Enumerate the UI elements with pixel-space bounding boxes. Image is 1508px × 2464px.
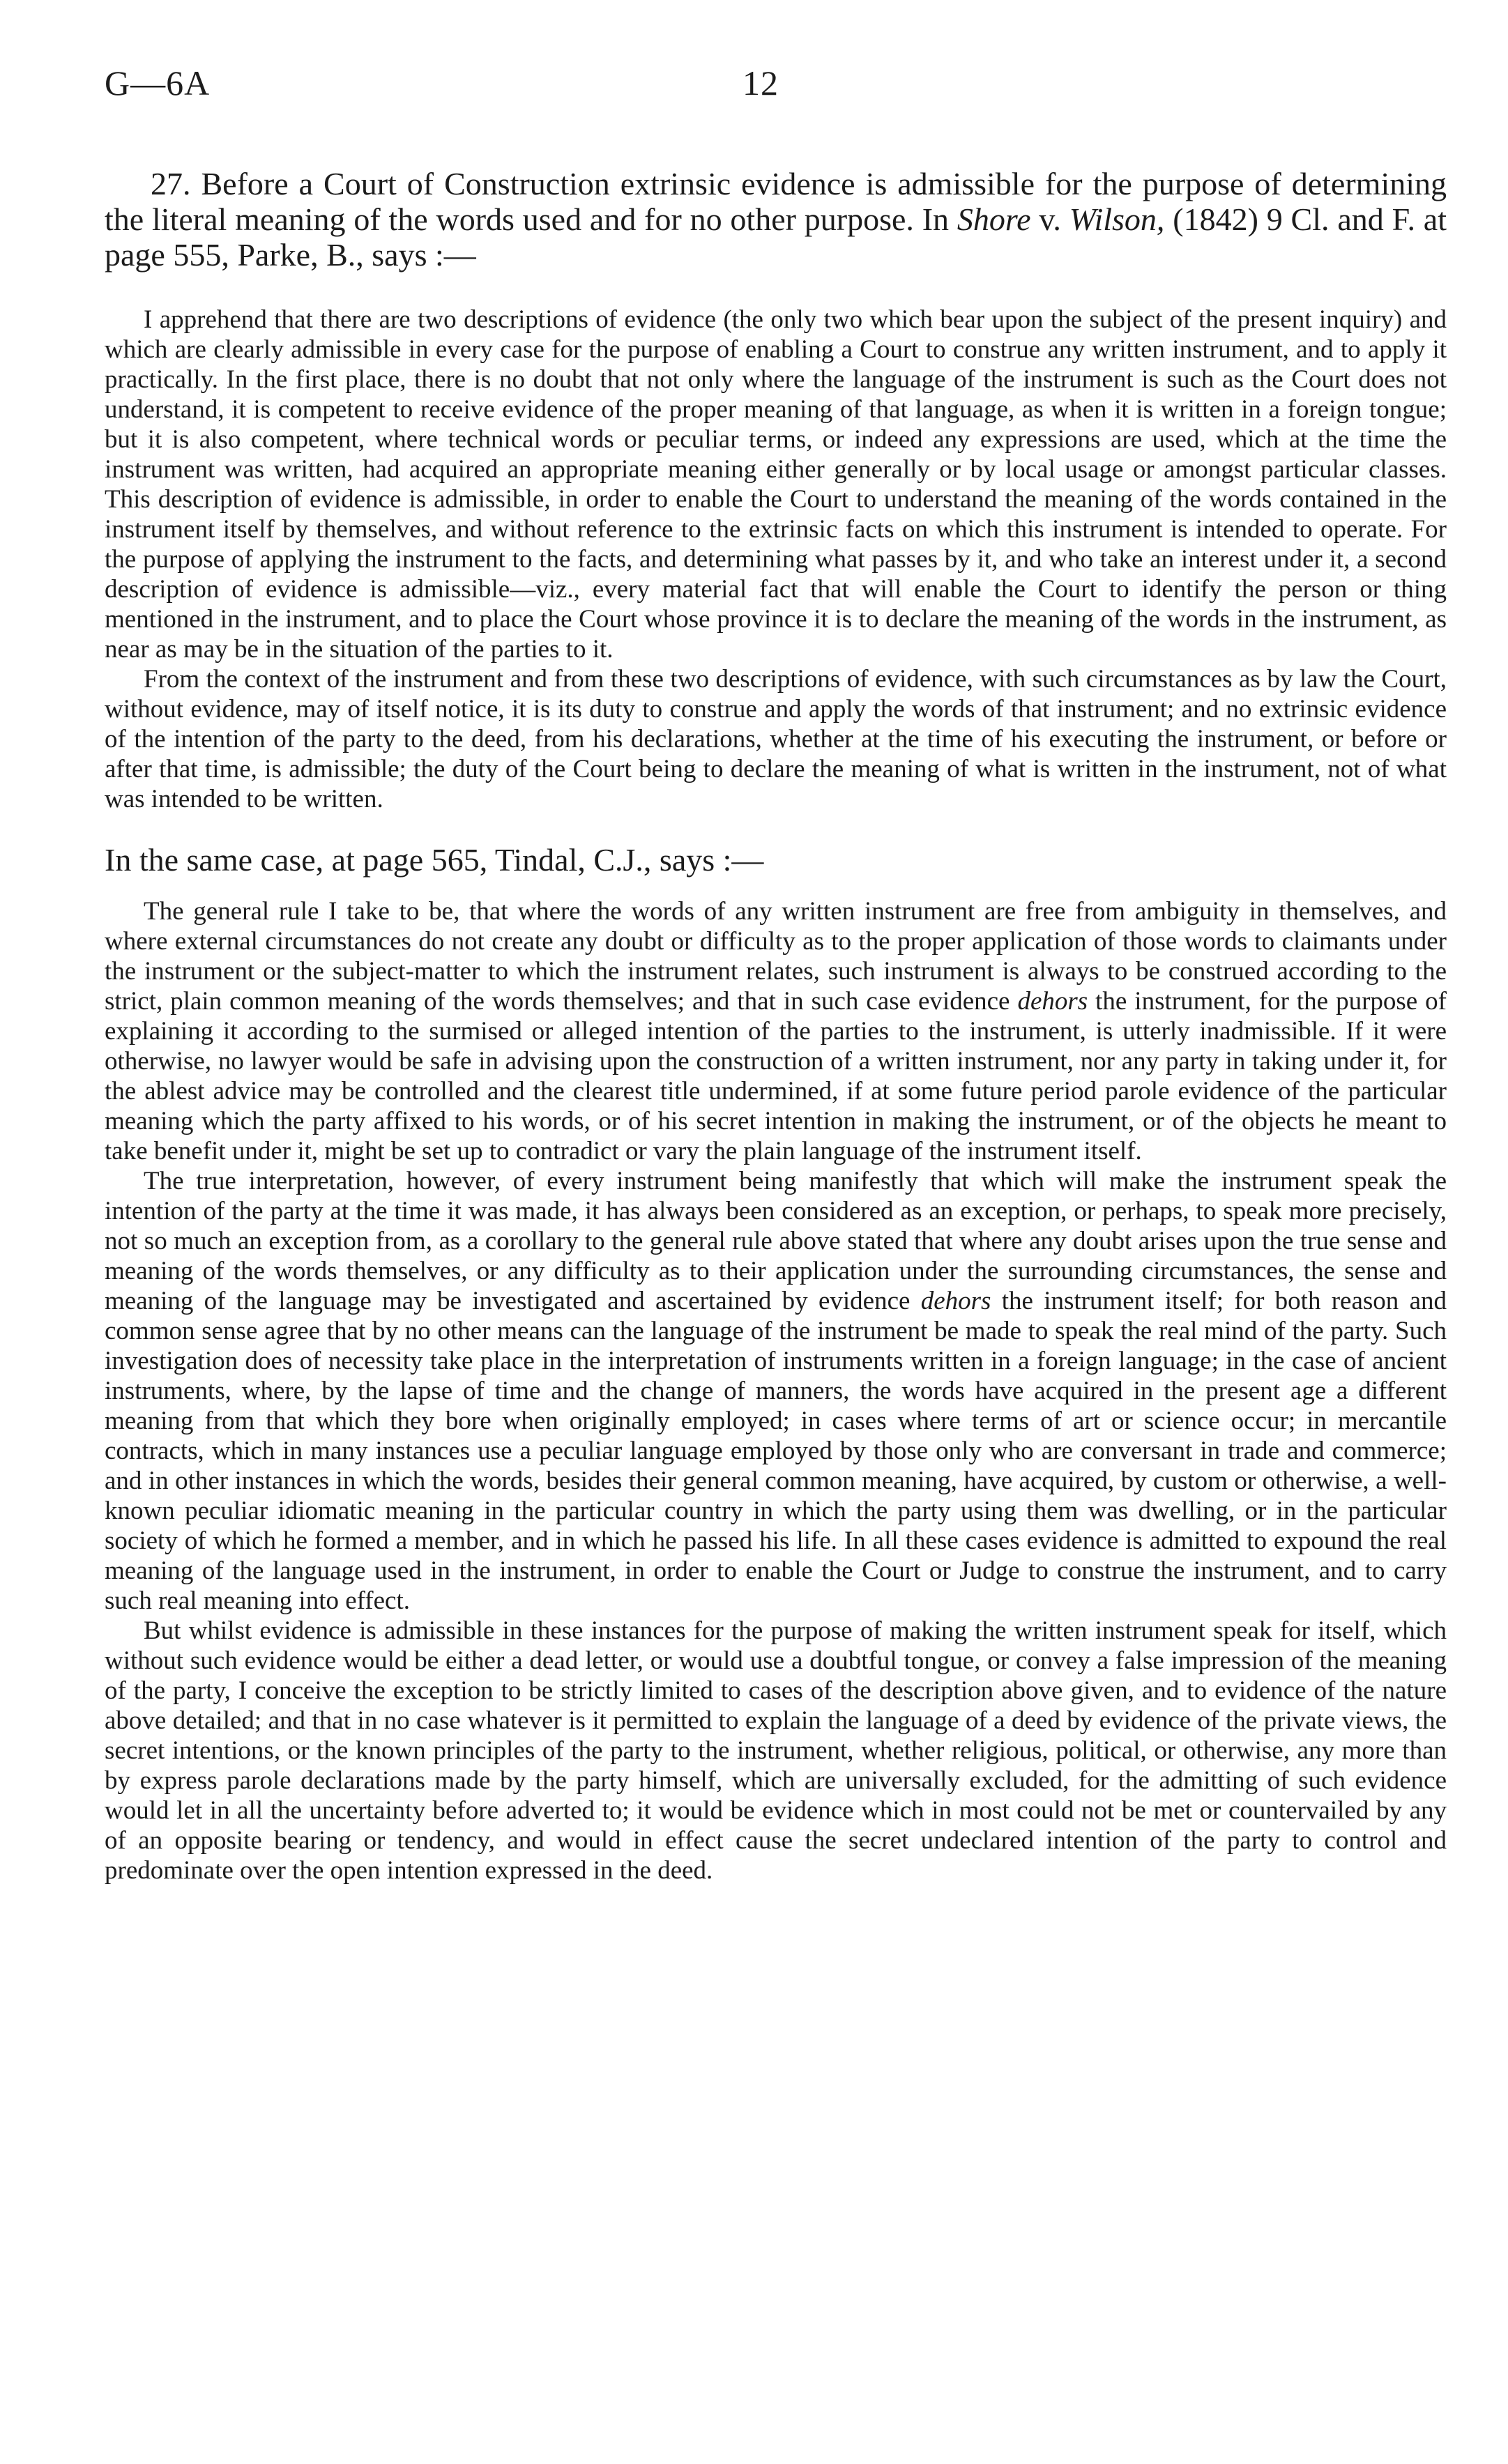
quote-parke-paragraph-1: I apprehend that there are two descriptions of evidence (the only two which bear upon the subject of the present inquiry) and which are clearly admissible in every case for the purpose of enabling a Court to construe any written instrument, and to apply it practically. In the first place, there is no doubt that not only where the language of the instrument is such as the Court does not understand, it is competent to receive evidence of the proper meaning of that language, as when it is written in a foreign tongue; but it is also competent, where technical words or peculiar terms, or indeed any expressions are used, which at the time the instrument was written, had acquired an appropriate meaning either generally or by local usage or amongst particular classes. This description of evidence is admissible, in order to enable the Court to understand the meaning of the words contained in the instrument itself by themselves, and without reference to the extrinsic facts on which this instrument is intended to operate. For the purpose of applying the instrument to the facts, and determining what passes by it, and who take an interest under it, a second description of evidence is admissible—viz., every material fact that will enable the Court to identify the person or thing mentioned in the instrument, and to place the Court whose province it is to declare the meaning of the words in the instrument, as near as may be in the situation of the parties to it.	[105, 305, 1447, 664]
case-versus: v.	[1030, 201, 1069, 237]
quote-tindal-p2-text-a: The true interpretation, however, of every instrument being manifestly that which will make the instrument speak the intention of the party at the time it was made, it has always been considered as an exception, or perhaps, to speak more precisely, not so much an exception from, as a corollary to the general rule above stated that where any doubt arises upon the true sense and meaning of the words themselves, or any difficulty as to their application under the surrounding circumstances, the sense and meaning of the language may be investigated and ascertained by evidence	[105, 1167, 1447, 1315]
paragraph-27	[105, 166, 1447, 273]
quote-tindal-paragraph-3: But whilst evidence is admissible in these instances for the purpose of making the written instrument speak for itself, which without such evidence would be either a dead letter, or would use a doubtful tongue, or convey a false impression of the meaning of the party, I conceive the exception to be strictly limited to cases of the description above given, and to evidence of the nature above detailed; and that in no case whatever is it permitted to explain the language of a deed by evidence of the private views, the secret intentions, or the known principles of the party to the instrument, whether religious, political, or otherwise, any more than by express parole declarations made by the party himself, which are universally excluded, for the admitting of such evidence would let in all the uncertainty before adverted to; it would be evidence which in most could not be met or countervailed by any of an opposite bearing or tendency, and would in effect cause the secret undeclared intention of the party to control and predominate over the open intention expressed in the deed.	[105, 1616, 1447, 1885]
paragraph-27-start: 27. Before a Court of Construction extrinsic evidence is admissible for the purpose of determining the literal meaning of the words used and for no other purpose. In	[105, 166, 1447, 237]
case-name-wilson: Wilson,	[1069, 201, 1165, 237]
quote-tindal-paragraph-2	[105, 1166, 1447, 1616]
quote-tindal-p1-text-b: the instrument, for the purpose of explaining it according to the surmised or alleged intention of the parties to the instrument, is utterly inadmissible. If it were otherwise, no lawyer would be safe in advising upon the construction of a written instrument, nor any party in taking under it, for the ablest advice may be controlled and the clearest title undermined, if at some future period parole evidence of the particular meaning which the party affixed to his words, or of his secret intention in making the instrument, or of the objects he meant to take benefit under it, might be set up to contradict or vary the plain language of the instrument itself.	[105, 987, 1447, 1165]
document-page	[105, 63, 1447, 1885]
page-number: 12	[742, 63, 779, 102]
italic-dehors: dehors	[920, 1287, 991, 1315]
quote-tindal-paragraph-1	[105, 896, 1447, 1166]
running-head	[105, 63, 1447, 112]
intro-tindal: In the same case, at page 565, Tindal, C.J., says :—	[105, 842, 764, 878]
case-name-shore: Shore	[957, 201, 1031, 237]
quote-parke-paragraph-2: From the context of the instrument and from these two descriptions of evidence, with such circumstances as by law the Court, without evidence, may of itself notice, it is its duty to construe and apply the words of that instrument; and no extrinsic evidence of the intention of the party to the deed, from his declarations, whether at the time of his executing the instrument, or before or after that time, is admissible; the duty of the Court being to declare the meaning of what is written in the instrument, not of what was intended to be written.	[105, 665, 1447, 813]
quote-parke	[105, 305, 1447, 814]
paragraph-27-end: (1842) 9 Cl. and F. at page 555, Parke, B., says :—	[105, 201, 1447, 273]
document-reference: G—6A	[105, 63, 211, 102]
quote-tindal-p1-text-a: The general rule I take to be, that where the words of any written instrument are free from ambiguity in themselves, and where external circumstances do not create any doubt or difficulty as to the proper application of those words to claimants under the instrument or the subject-matter to which the instrument relates, such instrument is always to be construed according to the strict, plain common meaning of the words themselves; and that in such case evidence	[105, 897, 1447, 1016]
quote-tindal	[105, 896, 1447, 1885]
italic-dehors: dehors	[1017, 987, 1088, 1016]
quote-tindal-p2-text-b: the instrument itself; for both reason and common sense agree that by no other means can the language of the instrument be made to speak the real mind of the party. Such investigation does of necessity take place in the interpretation of instruments written in a foreign language; in the case of ancient instruments, where, by the lapse of time and the change of manners, the words have acquired in the present age a different meaning from that which they bore when originally employed; in cases where terms of art or science occur; in mercantile contracts, which in many instances use a peculiar language employed by those only who are conversant in trade and commerce; and in other instances in which the words, besides their general common meaning, have acquired, by custom or otherwise, a well-known peculiar idiomatic meaning in the particular country in which the party using them was dwelling, or in the particular society of which he formed a member, and in which he passed his life. In all these cases evidence is admitted to expound the real meaning of the language used in the instrument, in order to enable the Court or Judge to construe the instrument, and to carry such real meaning into effect.	[105, 1287, 1447, 1615]
